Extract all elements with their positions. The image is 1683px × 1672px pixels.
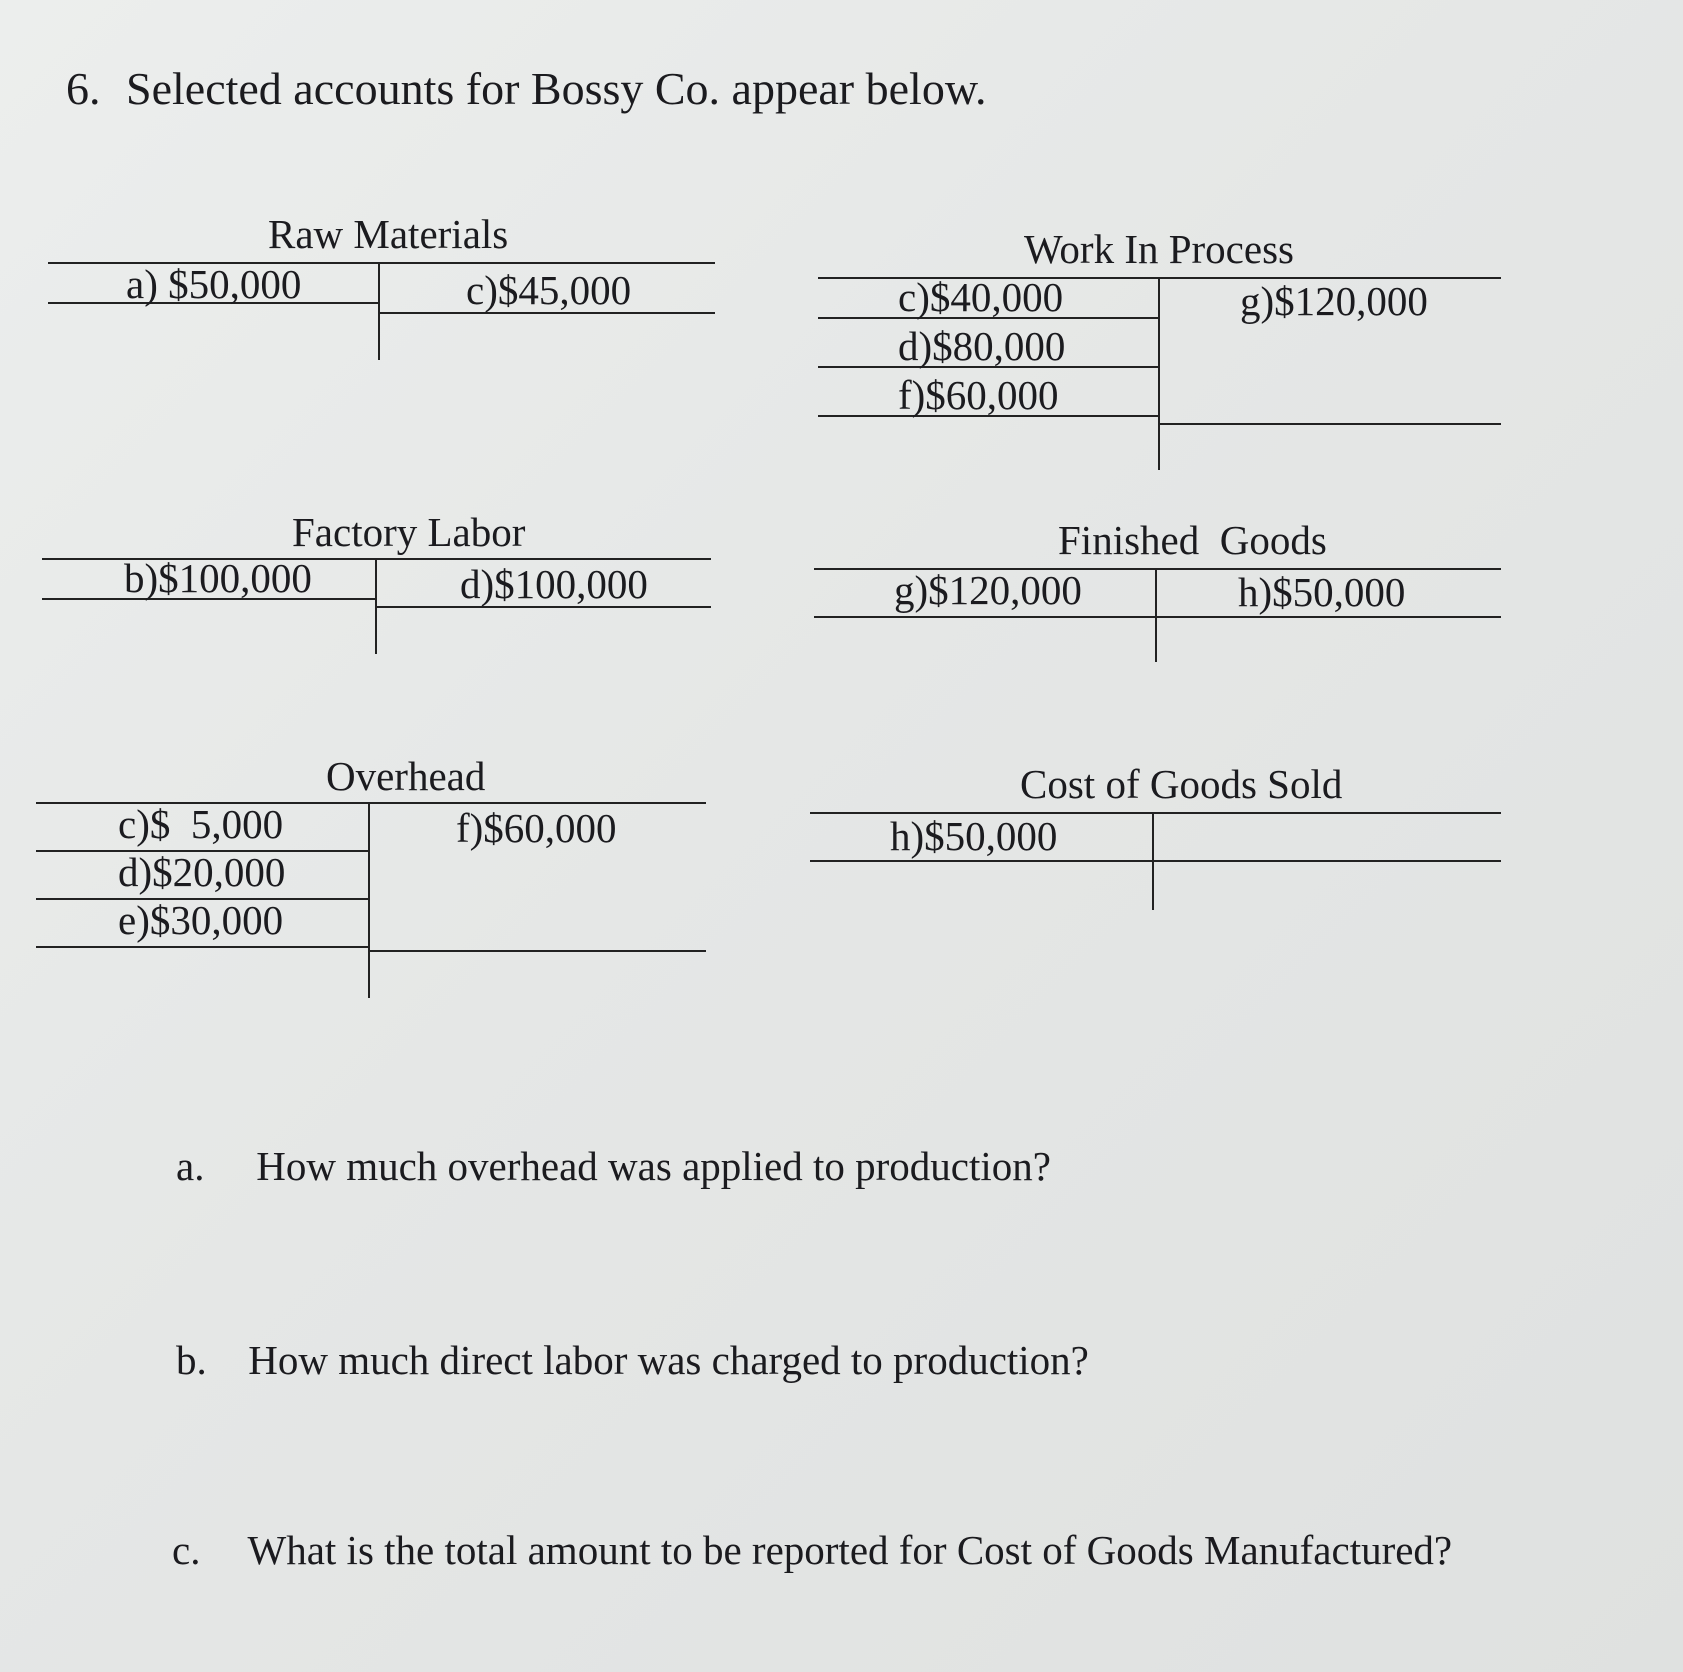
question-a bbox=[176, 1142, 1051, 1190]
debit-row-line bbox=[810, 860, 1152, 862]
problem-statement bbox=[66, 62, 987, 115]
credit-row-line bbox=[1155, 616, 1501, 618]
debit-entry: d)$80,000 bbox=[898, 323, 1066, 369]
question-text: How much direct labor was charged to production? bbox=[248, 1337, 1089, 1383]
credit-row-line bbox=[368, 950, 706, 952]
t-account-divider bbox=[378, 262, 380, 360]
debit-entry: h)$50,000 bbox=[890, 813, 1058, 859]
debit-entry: f)$60,000 bbox=[898, 372, 1059, 418]
t-account-finished-goods bbox=[814, 516, 1501, 662]
credit-entry: c)$45,000 bbox=[466, 267, 632, 313]
account-name-finished-goods: Finished Goods bbox=[1058, 517, 1327, 563]
question-letter: b. bbox=[176, 1337, 207, 1383]
credit-row-line bbox=[1158, 423, 1501, 425]
t-account-divider bbox=[1155, 568, 1157, 662]
question-letter: a. bbox=[176, 1143, 205, 1189]
question-text: What is the total amount to be reported for Cost of Goods Manufactured? bbox=[247, 1527, 1453, 1573]
account-name-work-in-process: Work In Process bbox=[1024, 226, 1294, 272]
account-name-cost-of-goods-sold: Cost of Goods Sold bbox=[1020, 761, 1343, 807]
question-b bbox=[176, 1336, 1089, 1384]
debit-entry: d)$20,000 bbox=[118, 849, 286, 895]
debit-entry: g)$120,000 bbox=[894, 567, 1082, 613]
debit-entry: c)$ 5,000 bbox=[118, 801, 284, 847]
credit-entry: d)$100,000 bbox=[460, 561, 648, 607]
t-account-overhead bbox=[36, 752, 706, 998]
account-name-factory-labor: Factory Labor bbox=[292, 509, 526, 555]
debit-entry: e)$30,000 bbox=[118, 897, 284, 943]
debit-row-line bbox=[814, 616, 1155, 618]
problem-number: 6. bbox=[66, 63, 101, 114]
t-account-factory-labor bbox=[42, 508, 711, 654]
t-account-divider bbox=[368, 802, 370, 998]
debit-row-line bbox=[36, 946, 368, 948]
credit-entry: g)$120,000 bbox=[1240, 278, 1428, 324]
account-name-raw-materials: Raw Materials bbox=[268, 211, 509, 257]
t-account-work-in-process bbox=[818, 225, 1501, 470]
credit-entry: f)$60,000 bbox=[456, 805, 617, 851]
question-letter: c. bbox=[172, 1527, 201, 1573]
debit-entry: c)$40,000 bbox=[898, 274, 1064, 320]
account-name-overhead: Overhead bbox=[326, 753, 486, 799]
t-account-divider bbox=[1158, 277, 1160, 470]
debit-entry: b)$100,000 bbox=[124, 555, 312, 601]
debit-entry: a) $50,000 bbox=[126, 261, 302, 307]
question-c bbox=[172, 1526, 1452, 1574]
problem-text: Selected accounts for Bossy Co. appear below. bbox=[126, 63, 987, 114]
t-account-cost-of-goods-sold bbox=[810, 760, 1501, 910]
credit-entry: h)$50,000 bbox=[1238, 569, 1406, 615]
t-account-raw-materials bbox=[48, 210, 715, 360]
question-text: How much overhead was applied to production? bbox=[256, 1143, 1051, 1189]
credit-row-line bbox=[1152, 860, 1501, 862]
